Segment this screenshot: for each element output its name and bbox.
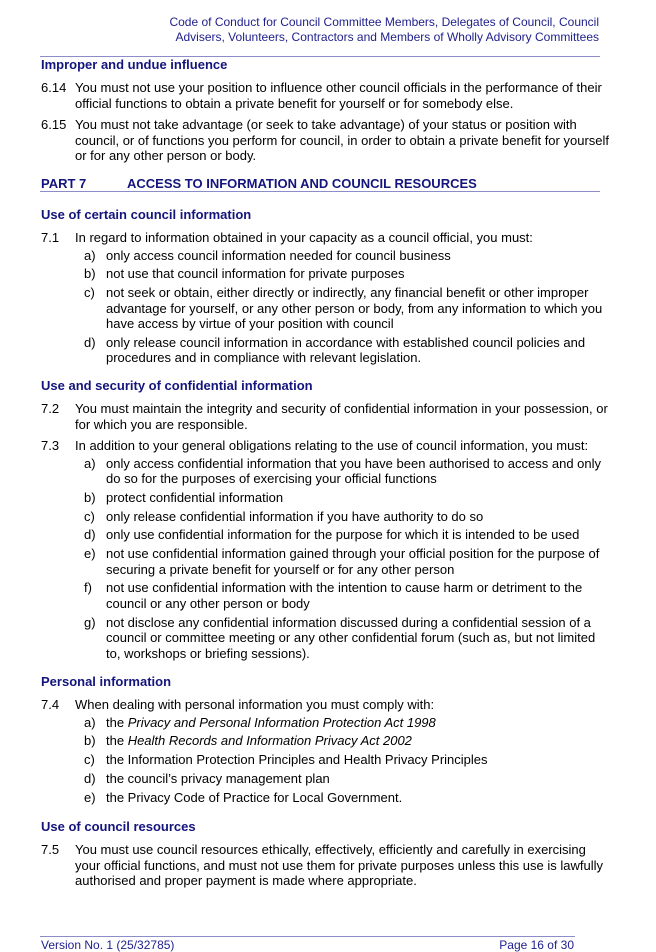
clause-number: 6.14 [41, 80, 67, 95]
clause-number: 7.3 [41, 438, 60, 453]
section-heading-confidential: Use and security of confidential information [41, 378, 313, 393]
section-heading-resources: Use of council resources [41, 819, 196, 834]
list-item: g) not disclose any confidential information discussed during a confidential session of a council or committee meeting or any other confidential forum (such as, but not limited to, workshops or briefing sessions). [84, 614, 596, 661]
clause-items [41, 248, 611, 366]
list-item: e) not use confidential information gained through your official position for the purpose of securing a private benefit for yourself or for any other person [84, 546, 600, 577]
list-item: d) the council’s privacy management plan [84, 770, 330, 786]
clause-text: You must maintain the integrity and security of confidential information in your possession, or for which you are responsible. [75, 401, 608, 432]
clause-text: You must not take advantage (or seek to take advantage) of your status or position with council, or of functions you perform for council, in order to obtain a private benefit for yourself or for any other person or body. [75, 117, 609, 163]
list-item: b) the Health Records and Information Privacy Act 2002 [84, 733, 412, 749]
clause-number: 7.4 [41, 697, 60, 712]
list-item: b) not use that council information for private purposes [84, 266, 405, 282]
list-item: c) the Information Protection Principles and Health Privacy Principles [84, 752, 488, 768]
clause-7-1 [41, 230, 611, 369]
header-line-2: Advisers, Volunteers, Contractors and Members of Wholly Advisory Committees [175, 29, 599, 44]
clause-text: You must use council resources ethically, effectively, efficiently and carefully in exercising your official functions, and must not use them for private purposes unless this use is lawfully authorised and proper payment is made where appropriate. [75, 842, 603, 888]
clause-number: 7.2 [41, 401, 60, 416]
clause-number: 6.15 [41, 117, 67, 132]
list-item: a) only access confidential information that you have been authorised to access and only do so for the purposes of exercising your official functions [84, 455, 602, 486]
clause-6-15 [41, 117, 611, 164]
part-heading [41, 176, 477, 191]
clause-text: In regard to information obtained in your capacity as a council official, you must: [75, 230, 533, 245]
clause-items [41, 715, 611, 806]
list-item: c) not seek or obtain, either directly or indirectly, any financial benefit or other improper advantage for yourself, or any other person or body, from any information to which you have access by virtue of your position with council [84, 285, 603, 332]
section-heading-improper: Improper and undue influence [41, 57, 228, 72]
header-line-1: Code of Conduct for Council Committee Members, Delegates of Council, Council [169, 15, 599, 29]
part-divider [40, 191, 600, 192]
list-item: d) only use confidential information for the purpose for which it is intended to be used [84, 527, 580, 543]
page-number: Page 16 of 30 [499, 938, 574, 952]
clause-text: When dealing with personal information you must comply with: [75, 697, 435, 712]
clause-6-14 [41, 80, 611, 111]
list-item: b) protect confidential information [84, 489, 284, 505]
act-title: Privacy and Personal Information Protection Act 1998 [127, 714, 436, 730]
list-item: a) only access council information needed for council business [84, 247, 451, 263]
clause-number: 7.5 [41, 842, 60, 857]
clause-text: You must not use your position to influence other council officials in the performance of their official functions to obtain a private benefit for yourself or for somebody else. [75, 80, 602, 111]
clause-items [41, 456, 611, 662]
section-heading-certain-info: Use of certain council information [41, 207, 252, 222]
clause-7-4 [41, 697, 611, 808]
act-title: Health Records and Information Privacy Act 2002 [127, 733, 412, 749]
version-number: Version No. 1 (25/32785) [41, 938, 175, 952]
list-item: d) only release council information in accordance with established council policies and procedures and in compliance with relevant legislation. [84, 334, 586, 366]
part-title: ACCESS TO INFORMATION AND COUNCIL RESOURCES [127, 176, 477, 191]
list-item: c) only release confidential information if you have authority to do so [84, 508, 484, 524]
document-header [169, 15, 599, 44]
part-number: PART 7 [41, 176, 87, 191]
clause-7-5 [41, 842, 611, 889]
clause-text: In addition to your general obligations relating to the use of council information, you must: [75, 438, 589, 453]
clause-number: 7.1 [41, 230, 60, 245]
list-item: f) not use confidential information with the intention to cause harm or detriment to the council or any other person or body [84, 580, 583, 611]
clause-7-2 [41, 401, 611, 432]
list-item: a) the Privacy and Personal Information Protection Act 1998 [84, 714, 436, 730]
list-item: e) the Privacy Code of Practice for Local Government. [84, 789, 403, 805]
footer-divider [40, 936, 575, 937]
clause-7-3 [41, 438, 611, 665]
section-heading-personal: Personal information [41, 674, 172, 689]
